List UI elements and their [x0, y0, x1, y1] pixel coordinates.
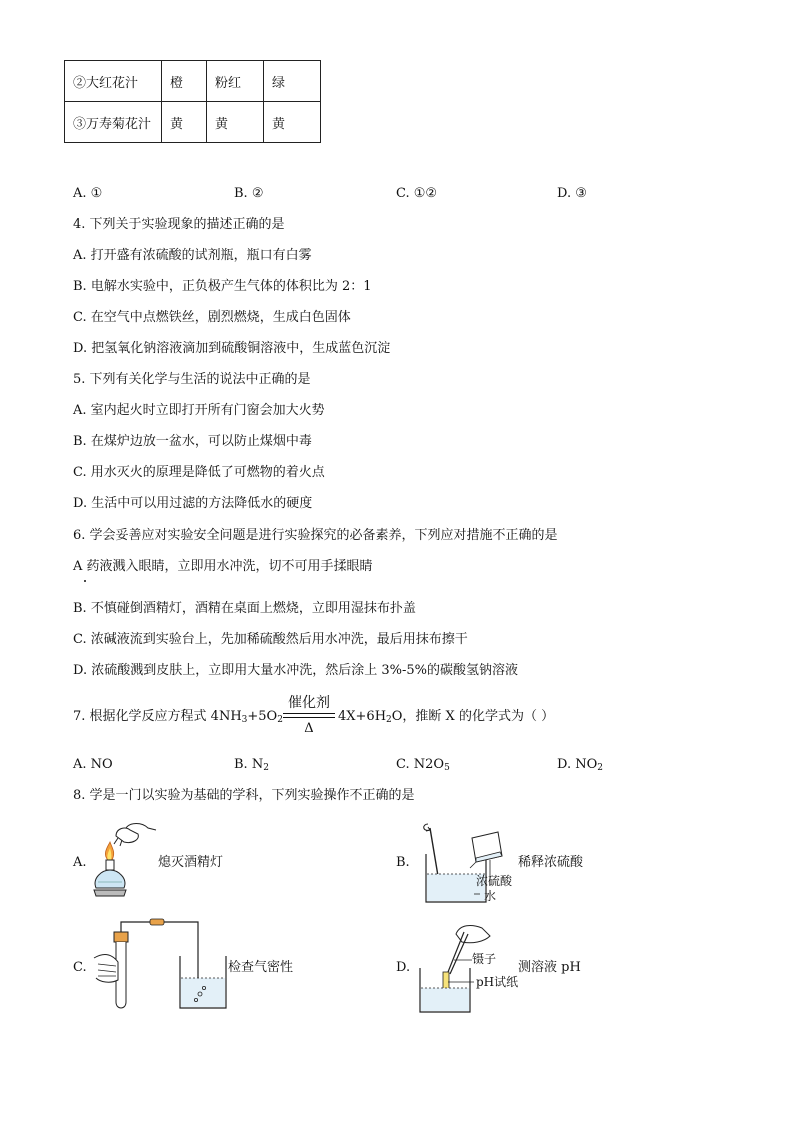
- catalyst-label: 催化剂: [288, 695, 330, 711]
- q5-option-c: C. 用水灭火的原理是降低了可燃物的着火点: [73, 465, 325, 480]
- q3-option-b: B. ②: [234, 186, 264, 201]
- q8-b-tag-water: 水: [484, 889, 497, 903]
- q6-option-d: D. 浓硫酸溅到皮肤上，立即用大量水冲洗，然后涂上 3%-5%的碳酸氢钠溶液: [73, 663, 518, 678]
- q7-option-c: [396, 757, 450, 773]
- alcohol-lamp-figure: [88, 818, 168, 906]
- q6-option-c: C. 浓碱液流到实验台上，先加稀硫酸然后用水冲洗，最后用抹布擦干: [73, 632, 468, 647]
- table-cell: 黄: [207, 102, 264, 143]
- stray-dot: [84, 580, 86, 582]
- q8-c-caption: 检查气密性: [228, 960, 294, 975]
- q7-sub: 2: [386, 715, 392, 725]
- q3-option-c: C. ①②: [396, 186, 438, 201]
- q6-option-b: B. 不慎碰倒酒精灯，酒精在桌面上燃烧，立即用湿抹布扑盖: [73, 601, 416, 616]
- q8-d-tag-paper: pH试纸: [476, 975, 519, 989]
- q7-sub: 3: [241, 715, 248, 725]
- table-cell: ②大红花汁: [65, 61, 162, 102]
- q8-b-tag-acid: 浓硫酸: [476, 874, 513, 888]
- table-cell: 橙: [162, 61, 207, 102]
- q4-option-c: C. 在空气中点燃铁丝，剧烈燃烧，生成白色固体: [73, 310, 351, 325]
- q7-stem-left: [73, 709, 283, 725]
- q7-end: O，推断 X 的化学式为（ ）: [391, 709, 555, 724]
- q5-option-a: A. 室内起火时立即打开所有门窗会加大火势: [73, 403, 325, 418]
- table-cell: 黄: [264, 102, 321, 143]
- table-cell: 绿: [264, 61, 321, 102]
- q8-c-label: C.: [73, 960, 87, 975]
- q7-plus: +5O: [247, 709, 278, 724]
- q7-option-b: [234, 757, 269, 773]
- q8-a-label: A.: [73, 855, 87, 870]
- q8-b-caption: 稀释浓硫酸: [518, 855, 584, 870]
- q7-suffix: 4X+6H: [338, 709, 387, 724]
- table-cell: ③万寿菊花汁: [65, 102, 162, 143]
- q7-sub: 2: [277, 715, 283, 725]
- q5-option-b: B. 在煤炉边放一盆水，可以防止煤烟中毒: [73, 434, 312, 449]
- q7-sub: 5: [444, 763, 450, 773]
- q4-option-d: D. 把氢氧化钠溶液滴加到硫酸铜溶液中，生成蓝色沉淀: [73, 341, 391, 356]
- q8-d-label: D.: [396, 960, 411, 975]
- table-row: [65, 61, 321, 102]
- dilution-figure: [414, 818, 522, 906]
- q7-prefix: 7. 根据化学反应方程式 4NH: [73, 709, 242, 724]
- q8-b-label: B.: [396, 855, 410, 870]
- q6-option-a: A 药液溅入眼睛，立即用水冲洗，切不可用手揉眼睛: [73, 559, 373, 574]
- q8-d-caption: 测溶液 pH: [518, 960, 581, 975]
- q7-opt-b-text: B. N: [234, 757, 264, 772]
- q5-option-d: D. 生活中可以用过滤的方法降低水的硬度: [73, 496, 313, 511]
- q7-option-a: A. NO: [73, 757, 113, 772]
- q7-opt-c-text: C. N2O: [396, 757, 445, 772]
- q7-stem-right: [338, 709, 554, 725]
- q8-d-tag-tweezers: 镊子: [472, 952, 497, 966]
- q4-option-b: B. 电解水实验中，正负极产生气体的体积比为 2：1: [73, 279, 372, 294]
- q6-stem: 6. 学会妥善应对实验安全问题是进行实验探究的必备素养，下列应对措施不正确的是: [73, 528, 558, 543]
- airtightness-figure: [90, 918, 230, 1018]
- q3-option-a: A. ①: [73, 186, 103, 201]
- q7-sub: 2: [597, 763, 603, 773]
- q3-option-d: D. ③: [557, 186, 587, 201]
- q7-sub: 2: [263, 763, 269, 773]
- q4-option-a: A. 打开盛有浓硫酸的试剂瓶，瓶口有白雾: [73, 248, 312, 263]
- q7-opt-d-text: D. NO: [557, 757, 598, 772]
- indicator-table: [64, 60, 321, 143]
- q7-option-d: [557, 757, 603, 773]
- equals-bar: [283, 713, 335, 718]
- q5-stem: 5. 下列有关化学与生活的说法中正确的是: [73, 372, 311, 387]
- table-cell: 粉红: [207, 61, 264, 102]
- heat-symbol: Δ: [304, 721, 314, 736]
- q4-stem: 4. 下列关于实验现象的描述正确的是: [73, 217, 285, 232]
- reaction-condition: [283, 694, 335, 737]
- q8-stem: 8. 学是一门以实验为基础的学科，下列实验操作不正确的是: [73, 788, 415, 803]
- table-cell: 黄: [162, 102, 207, 143]
- table-row: [65, 102, 321, 143]
- q8-a-caption: 熄灭酒精灯: [158, 855, 224, 870]
